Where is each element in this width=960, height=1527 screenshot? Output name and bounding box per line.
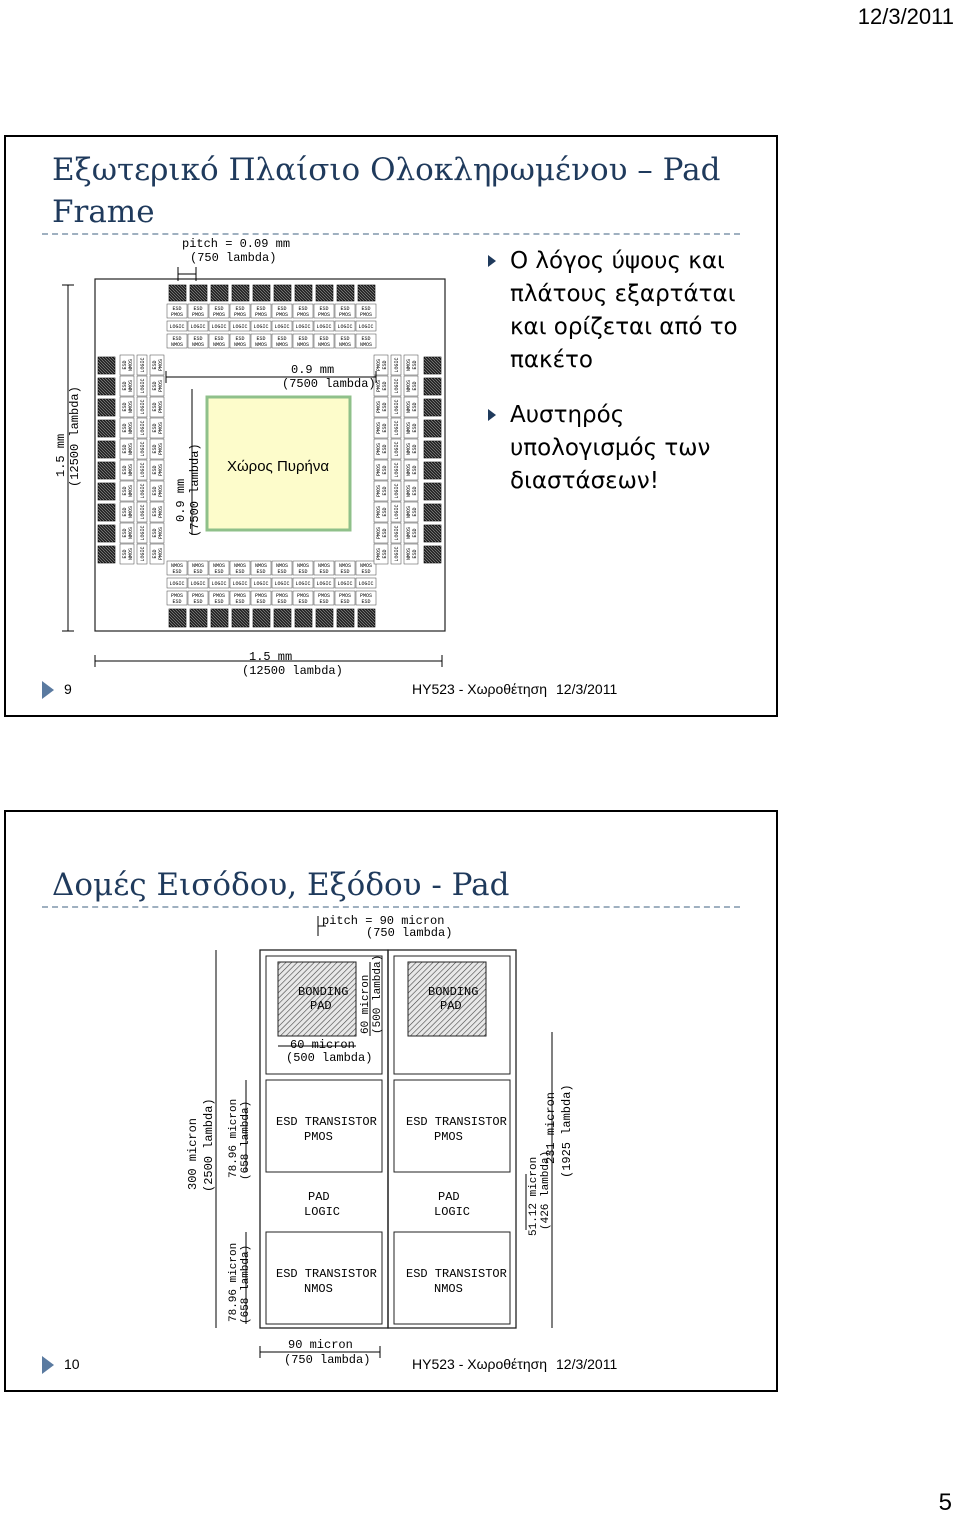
- cell-label: ESD: [152, 402, 158, 412]
- bonding-height-lambda: (500 lambda): [372, 954, 384, 1034]
- bonding-pad-cell: [424, 462, 441, 479]
- bonding-width-lambda: (500 lambda): [286, 1051, 373, 1065]
- cell-label: NMOS: [128, 484, 134, 498]
- cell-label: ESD: [382, 549, 388, 559]
- bonding-pad-cell: [274, 285, 291, 301]
- bullet-item: [486, 399, 766, 498]
- cell-label: ESD: [152, 381, 158, 391]
- cell-label: ESD: [122, 402, 128, 412]
- cell-label: PMOS: [158, 421, 164, 435]
- right-height-label: 231 micron: [544, 1091, 558, 1164]
- cell-label: PMOS: [158, 379, 164, 393]
- bonding-pad-cell: [98, 420, 115, 437]
- esd-pmos-label: ESD TRANSISTOR: [406, 1115, 507, 1129]
- cell-label: NMOS: [317, 342, 331, 348]
- core-height-label: 0.9 mm: [174, 478, 188, 522]
- cell-label: ESD: [122, 444, 128, 454]
- cell-label: ESD: [412, 507, 418, 517]
- cell-label: ESD: [412, 549, 418, 559]
- cell-label: NMOS: [406, 547, 412, 561]
- cell-label: NMOS: [406, 358, 412, 372]
- cell-label: LOGIC: [140, 462, 146, 478]
- cell-label: ESD: [340, 306, 350, 312]
- cell-label: NMOS: [254, 563, 268, 569]
- cell-label: PMOS: [275, 312, 289, 318]
- cell-label: ESD: [214, 569, 224, 575]
- cell-label: NMOS: [191, 342, 205, 348]
- bonding-pad-cell: [98, 504, 115, 521]
- bullet-arrow-icon: [488, 409, 496, 421]
- cell-label: LOGIC: [394, 357, 400, 373]
- core-height-lambda: (7500 lambda): [188, 443, 202, 537]
- cell-label: NMOS: [128, 400, 134, 414]
- cell-label: PMOS: [376, 358, 382, 372]
- footer-course: ΗΥ523 - Χωροθέτηση: [412, 1356, 548, 1372]
- cell-label: ESD: [382, 486, 388, 496]
- cell-label: LOGIC: [232, 581, 248, 587]
- cell-label: ESD: [277, 336, 287, 342]
- cell-label: ESD: [361, 599, 371, 605]
- slide-number: 10: [64, 1356, 80, 1372]
- cell-label: ESD: [361, 306, 371, 312]
- cell-label: LOGIC: [169, 324, 185, 330]
- cell-label: ESD: [152, 549, 158, 559]
- cell-label: NMOS: [233, 342, 247, 348]
- cell-label: NMOS: [128, 358, 134, 372]
- cell-label: ESD: [214, 336, 224, 342]
- pmos-height-lambda: (658 lambda): [240, 1100, 252, 1180]
- pmos-height-label: 78.96 micron: [228, 1098, 240, 1178]
- pad-frame-diagram: [6, 137, 476, 697]
- cell-label: PMOS: [317, 593, 331, 599]
- bonding-pad-cell: [424, 399, 441, 416]
- cell-label: ESD: [122, 360, 128, 370]
- cell-label: ESD: [319, 599, 329, 605]
- cell-label: ESD: [298, 569, 308, 575]
- esd-nmos-label: ESD TRANSISTOR: [276, 1267, 377, 1281]
- cell-label: ESD: [382, 507, 388, 517]
- cell-label: LOGIC: [140, 483, 146, 499]
- cell-label: ESD: [122, 423, 128, 433]
- cell-label: ESD: [298, 336, 308, 342]
- cell-label: ESD: [235, 569, 245, 575]
- total-height-label: 300 micron: [186, 1117, 200, 1190]
- cell-label: LOGIC: [394, 546, 400, 562]
- chip-height-lambda: (12500 lambda): [68, 386, 82, 487]
- bonding-pad-cell: [424, 504, 441, 521]
- bonding-pad-cell: [424, 483, 441, 500]
- nmos-height-label: 78.96 micron: [228, 1242, 240, 1322]
- cell-label: ESD: [172, 599, 182, 605]
- footer-course: ΗΥ523 - Χωροθέτηση: [412, 681, 548, 697]
- cell-label: ESD: [412, 444, 418, 454]
- cell-label: LOGIC: [316, 581, 332, 587]
- cell-label: NMOS: [128, 442, 134, 456]
- cell-label: NMOS: [338, 342, 352, 348]
- cell-label: LOGIC: [394, 504, 400, 520]
- cell-label: ESD: [256, 569, 266, 575]
- bullet-arrow-icon: [488, 255, 496, 267]
- cell-label: ESD: [277, 569, 287, 575]
- core-width-lambda: (7500 lambda): [282, 377, 376, 391]
- bonding-pad-cell: [211, 285, 228, 301]
- cell-label: PMOS: [338, 593, 352, 599]
- cell-label: ESD: [122, 549, 128, 559]
- cell-label: NMOS: [359, 563, 373, 569]
- esd-pmos-label: ESD TRANSISTOR: [276, 1115, 377, 1129]
- cell-label: LOGIC: [394, 462, 400, 478]
- bonding-pad-cell: [424, 525, 441, 542]
- slide-9: [4, 135, 778, 717]
- cell-label: PMOS: [233, 312, 247, 318]
- cell-label: NMOS: [233, 563, 247, 569]
- cell-label: ESD: [382, 402, 388, 412]
- cell-label: ESD: [256, 336, 266, 342]
- cell-label: ESD: [214, 306, 224, 312]
- pitch-lambda: (750 lambda): [366, 926, 453, 940]
- cell-label: PMOS: [376, 400, 382, 414]
- cell-label: LOGIC: [394, 420, 400, 436]
- bonding-pad-cell: [190, 285, 207, 301]
- cell-label: NMOS: [406, 400, 412, 414]
- cell-label: ESD: [340, 336, 350, 342]
- pad-logic-label: LOGIC: [304, 1205, 341, 1219]
- cell-label: ESD: [193, 599, 203, 605]
- cell-label: NMOS: [128, 379, 134, 393]
- cell-label: LOGIC: [358, 581, 374, 587]
- cell-label: LOGIC: [358, 324, 374, 330]
- io-pad-diagram: [6, 812, 776, 1392]
- cell-label: NMOS: [170, 342, 184, 348]
- cell-label: NMOS: [254, 342, 268, 348]
- cell-label: LOGIC: [394, 378, 400, 394]
- logic-height-lambda: (426 lambda): [540, 1150, 552, 1230]
- slide-number: 9: [64, 681, 72, 697]
- cell-label: PMOS: [359, 593, 373, 599]
- chip-width-label: 1.5 mm: [249, 650, 293, 664]
- cell-label: ESD: [340, 599, 350, 605]
- cell-label: PMOS: [191, 312, 205, 318]
- cell-label: ESD: [122, 465, 128, 475]
- cell-label: NMOS: [128, 505, 134, 519]
- cell-label: ESD: [382, 465, 388, 475]
- esd-pmos-label: PMOS: [304, 1130, 333, 1144]
- cell-label: ESD: [122, 486, 128, 496]
- cell-label: NMOS: [275, 563, 289, 569]
- cell-label: ESD: [152, 465, 158, 475]
- cell-label: NMOS: [128, 421, 134, 435]
- cell-label: PMOS: [191, 593, 205, 599]
- bonding-pad-cell: [424, 357, 441, 374]
- cell-label: PMOS: [158, 547, 164, 561]
- cell-label: ESD: [152, 360, 158, 370]
- pad-logic-label: PAD: [308, 1190, 330, 1204]
- cell-label: PMOS: [158, 505, 164, 519]
- cell-label: ESD: [152, 486, 158, 496]
- cell-label: ESD: [152, 444, 158, 454]
- cell-label: PMOS: [170, 593, 184, 599]
- cell-label: PMOS: [338, 312, 352, 318]
- bonding-pad-cell: [253, 285, 270, 301]
- pitch-lambda: (750 lambda): [190, 251, 277, 265]
- cell-label: PMOS: [233, 593, 247, 599]
- slide-title: Εξωτερικό Πλαίσιο Ολοκληρωμένου – Pad Frame: [52, 152, 721, 230]
- cell-label: ESD: [412, 423, 418, 433]
- cell-label: ESD: [412, 360, 418, 370]
- cell-label: PMOS: [158, 358, 164, 372]
- cell-label: NMOS: [406, 484, 412, 498]
- core-label: Χώρος Πυρήνα: [226, 458, 330, 475]
- esd-pmos-label: PMOS: [434, 1130, 463, 1144]
- cell-label: PMOS: [317, 312, 331, 318]
- cell-label: ESD: [382, 423, 388, 433]
- cell-label: NMOS: [359, 342, 373, 348]
- bonding-pad-label: PAD: [310, 999, 332, 1013]
- chip-height-label: 1.5 mm: [54, 433, 68, 477]
- cell-label: PMOS: [376, 379, 382, 393]
- cell-label: NMOS: [296, 563, 310, 569]
- cell-label: NMOS: [191, 563, 205, 569]
- bullet-text: Αυστηρός υπολογισμός των διαστάσεων!: [510, 402, 711, 494]
- cell-label: ESD: [319, 306, 329, 312]
- width-label: 90 micron: [288, 1338, 353, 1352]
- cell-label: LOGIC: [140, 441, 146, 457]
- cell-label: LOGIC: [140, 525, 146, 541]
- cell-label: LOGIC: [140, 546, 146, 562]
- cell-label: PMOS: [158, 526, 164, 540]
- cell-label: LOGIC: [232, 324, 248, 330]
- cell-label: PMOS: [254, 312, 268, 318]
- cell-label: PMOS: [376, 484, 382, 498]
- cell-label: NMOS: [406, 421, 412, 435]
- cell-label: LOGIC: [140, 378, 146, 394]
- cell-label: ESD: [152, 507, 158, 517]
- page-header-date: 12/3/2011: [857, 4, 954, 29]
- cell-label: PMOS: [212, 593, 226, 599]
- cell-label: LOGIC: [337, 324, 353, 330]
- slide-title: Δομές Εισόδου, Εξόδου - Pad: [52, 867, 510, 903]
- cell-label: ESD: [172, 306, 182, 312]
- bonding-pad-cell: [98, 483, 115, 500]
- cell-label: ESD: [122, 507, 128, 517]
- cell-label: LOGIC: [169, 581, 185, 587]
- bonding-pad-label: PAD: [440, 999, 462, 1013]
- cell-label: LOGIC: [274, 581, 290, 587]
- cell-label: NMOS: [338, 563, 352, 569]
- bonding-pad-cell: [424, 546, 441, 563]
- cell-label: PMOS: [296, 312, 310, 318]
- cell-label: ESD: [412, 465, 418, 475]
- bonding-pad-cell: [316, 285, 333, 301]
- core-width-label: 0.9 mm: [291, 363, 335, 377]
- cell-label: NMOS: [406, 442, 412, 456]
- cell-label: ESD: [235, 336, 245, 342]
- cell-label: LOGIC: [295, 581, 311, 587]
- cell-label: NMOS: [128, 526, 134, 540]
- cell-label: PMOS: [158, 400, 164, 414]
- bonding-pad-cell: [98, 546, 115, 563]
- cell-label: LOGIC: [316, 324, 332, 330]
- cell-label: ESD: [152, 423, 158, 433]
- cell-label: ESD: [277, 599, 287, 605]
- bonding-pad-cell: [424, 378, 441, 395]
- cell-label: PMOS: [158, 463, 164, 477]
- pitch-label: pitch = 0.09 mm: [182, 237, 291, 251]
- bonding-pad-cell: [98, 441, 115, 458]
- cell-label: PMOS: [158, 442, 164, 456]
- footer-arrow-icon: [42, 681, 54, 699]
- bonding-width-label: 60 micron: [290, 1038, 355, 1052]
- cell-label: LOGIC: [274, 324, 290, 330]
- cell-label: PMOS: [376, 505, 382, 519]
- cell-label: LOGIC: [394, 525, 400, 541]
- cell-label: ESD: [382, 381, 388, 391]
- bonding-pad-cell: [337, 285, 354, 301]
- cell-label: PMOS: [212, 312, 226, 318]
- cell-label: ESD: [214, 599, 224, 605]
- cell-label: LOGIC: [253, 324, 269, 330]
- footer-date: 12/3/2011: [556, 1356, 618, 1372]
- cell-label: ESD: [193, 569, 203, 575]
- cell-label: LOGIC: [140, 357, 146, 373]
- bonding-pad-label: BONDING: [428, 985, 479, 999]
- esd-nmos-label: NMOS: [434, 1282, 463, 1296]
- cell-label: NMOS: [170, 563, 184, 569]
- cell-label: LOGIC: [337, 581, 353, 587]
- cell-label: ESD: [382, 444, 388, 454]
- cell-label: ESD: [172, 569, 182, 575]
- nmos-height-lambda: (658 lambda): [240, 1244, 252, 1324]
- cell-label: ESD: [382, 528, 388, 538]
- bonding-pad-cell: [424, 441, 441, 458]
- cell-label: LOGIC: [140, 504, 146, 520]
- cell-label: ESD: [122, 381, 128, 391]
- cell-label: LOGIC: [140, 399, 146, 415]
- footer-arrow-icon: [42, 1356, 54, 1374]
- bonding-height-label: 60 micron: [360, 974, 372, 1034]
- cell-label: LOGIC: [190, 324, 206, 330]
- cell-label: PMOS: [170, 312, 184, 318]
- cell-label: PMOS: [376, 547, 382, 561]
- cell-label: NMOS: [128, 463, 134, 477]
- cell-label: PMOS: [296, 593, 310, 599]
- cell-label: NMOS: [296, 342, 310, 348]
- cell-label: LOGIC: [190, 581, 206, 587]
- bonding-pad-cell: [98, 357, 115, 374]
- cell-label: ESD: [235, 599, 245, 605]
- footer-date: 12/3/2011: [556, 681, 618, 697]
- cell-label: ESD: [298, 306, 308, 312]
- cell-label: ESD: [361, 569, 371, 575]
- bullet-list: [486, 245, 766, 520]
- cell-label: LOGIC: [394, 441, 400, 457]
- cell-label: LOGIC: [140, 420, 146, 436]
- cell-label: NMOS: [406, 463, 412, 477]
- cell-label: PMOS: [376, 463, 382, 477]
- bonding-pad-cell: [295, 285, 312, 301]
- cell-label: NMOS: [406, 505, 412, 519]
- cell-label: NMOS: [212, 563, 226, 569]
- cell-label: ESD: [412, 402, 418, 412]
- cell-label: ESD: [193, 336, 203, 342]
- cell-label: ESD: [361, 336, 371, 342]
- cell-label: ESD: [277, 306, 287, 312]
- cell-label: NMOS: [128, 547, 134, 561]
- cell-label: ESD: [152, 528, 158, 538]
- page-number: 5: [938, 1489, 952, 1516]
- cell-label: PMOS: [158, 484, 164, 498]
- cell-label: ESD: [412, 528, 418, 538]
- cell-label: LOGIC: [394, 399, 400, 415]
- cell-label: PMOS: [376, 442, 382, 456]
- bonding-pad-cell: [358, 285, 375, 301]
- cell-label: ESD: [412, 486, 418, 496]
- cell-label: LOGIC: [253, 581, 269, 587]
- cell-label: NMOS: [275, 342, 289, 348]
- cell-label: ESD: [319, 336, 329, 342]
- cell-label: ESD: [122, 528, 128, 538]
- width-lambda: (750 lambda): [284, 1353, 371, 1367]
- cell-label: ESD: [382, 360, 388, 370]
- chip-width-lambda: (12500 lambda): [242, 664, 343, 678]
- cell-label: ESD: [412, 381, 418, 391]
- esd-nmos-label: NMOS: [304, 1282, 333, 1296]
- pad-logic-label: LOGIC: [434, 1205, 471, 1219]
- cell-label: ESD: [256, 306, 266, 312]
- cell-label: ESD: [235, 306, 245, 312]
- cell-label: NMOS: [317, 563, 331, 569]
- cell-label: NMOS: [406, 526, 412, 540]
- cell-label: PMOS: [376, 526, 382, 540]
- esd-nmos-label: ESD TRANSISTOR: [406, 1267, 507, 1281]
- bullet-text: Ο λόγος ύψους και πλάτους εξαρτάται και ορίζεται από το πακέτο: [510, 248, 738, 373]
- cell-label: PMOS: [275, 593, 289, 599]
- bonding-pad-cell: [232, 285, 249, 301]
- pitch-label: pitch = 90 micron: [322, 914, 445, 928]
- cell-label: ESD: [193, 306, 203, 312]
- bonding-pad-cell: [169, 285, 186, 301]
- bonding-pad-cell: [98, 525, 115, 542]
- cell-label: NMOS: [406, 379, 412, 393]
- cell-label: ESD: [298, 599, 308, 605]
- cell-label: NMOS: [212, 342, 226, 348]
- bonding-pad-cell: [98, 462, 115, 479]
- cell-label: LOGIC: [295, 324, 311, 330]
- cell-label: LOGIC: [211, 581, 227, 587]
- pad-logic-label: PAD: [438, 1190, 460, 1204]
- cell-label: ESD: [319, 569, 329, 575]
- cell-label: LOGIC: [394, 483, 400, 499]
- slide-10: [4, 810, 778, 1392]
- total-height-lambda: (2500 lambda): [202, 1098, 216, 1192]
- bonding-pad-cell: [424, 420, 441, 437]
- logic-height-label: 51.12 micron: [528, 1156, 540, 1236]
- cell-label: PMOS: [376, 421, 382, 435]
- bonding-pad-cell: [98, 378, 115, 395]
- cell-label: PMOS: [359, 312, 373, 318]
- cell-label: ESD: [256, 599, 266, 605]
- bonding-pad-cell: [98, 399, 115, 416]
- cell-label: ESD: [340, 569, 350, 575]
- bullet-item: [486, 245, 766, 377]
- cell-label: ESD: [172, 336, 182, 342]
- cell-label: PMOS: [254, 593, 268, 599]
- cell-label: LOGIC: [211, 324, 227, 330]
- right-height-lambda: (1925 lambda): [560, 1084, 574, 1178]
- bonding-pad-label: BONDING: [298, 985, 349, 999]
